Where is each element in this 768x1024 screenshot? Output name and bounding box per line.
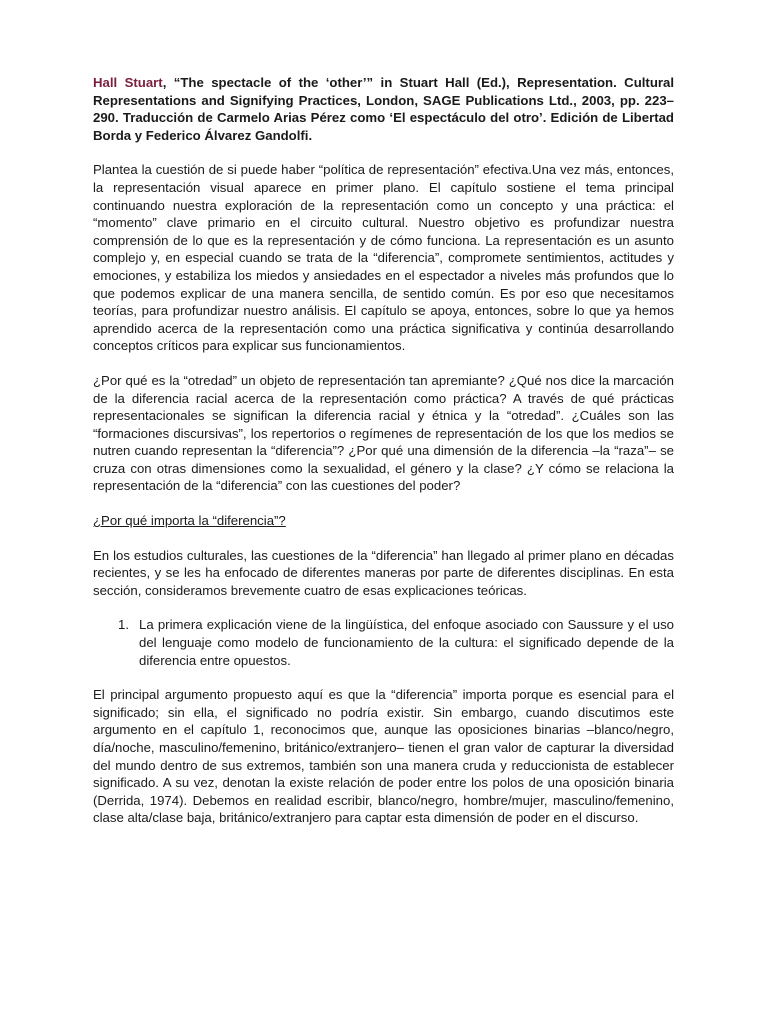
section-heading: ¿Por qué importa la “diferencia”? xyxy=(93,513,286,529)
reference-author[interactable]: Hall Stuart xyxy=(93,75,163,90)
paragraph-intro: Plantea la cuestión de si puede haber “política de representación” efectiva.Una vez más, entonces, la representación visual aparece en primer plano. El capítulo sostiene el tema principal continuando nuestra exploración de la representación como un concepto y una práctica: el “momento” clave primario en el circuito cultural. Nuestro objetivo es profundizar nuestra comprensión de lo que es la representación y de cómo funciona. La representación es un asunto complejo y, en especial cuando se trata de la “diferencia”, compromete sentimientos, actitudes y emociones, y estabiliza los miedos y ansiedades en el espectador a niveles más profundos que lo que podemos explicar de una manera sencilla, de sentido común. Es por eso que necesitamos teorías, para profundizar nuestro análisis. El capítulo se apoya, entonces, sobre lo que ya hemos aprendido acerca de la representación como una práctica significativa y continúa desarrollando conceptos críticos para explicar sus funcionamientos. xyxy=(93,162,674,354)
paragraph-questions: ¿Por qué es la “otredad” un objeto de representación tan apremiante? ¿Qué nos dice la marcación de la diferencia racial acerca de la representación como práctica? A través de qué prácticas representacionales se significan la diferencia racial y étnica y la “otredad”. ¿Cuáles son las “formaciones discursivas”, los repertorios o regímenes de representación de los que los medios se nutren cuando representan la “diferencia”? ¿Por qué una dimensión de la diferencia –la “raza”– se cruza con otras dimensiones como la sexualidad, el género y la clase? ¿Y cómo se relaciona la representación de la “diferencia” con las cuestiones del poder? xyxy=(93,372,674,494)
list-item-number: 1. xyxy=(118,617,129,633)
numbered-list xyxy=(93,616,674,669)
list-item-text: La primera explicación viene de la lingüística, del enfoque asociado con Saussure y el uso del lenguaje como modelo de funcionamiento de la cultura: el significado depende de la diferencia entre opuestos. xyxy=(139,617,674,668)
reference-text: , “The spectacle of the ‘other’” in Stuart Hall (Ed.), Representation. Cultural Representations and Signifying Practices, London, SAGE Publications Ltd., 2003, pp. 223–290. Traducción de Carmelo Arias Pérez como ‘El espectáculo del otro’. Edición de Libertad Borda y Federico Álvarez Gandolfi. xyxy=(93,75,675,143)
paragraph-section-intro: En los estudios culturales, las cuestiones de la “diferencia” han llegado al primer plano en décadas recientes, y se les ha enfocado de diferentes maneras por parte de diferentes disciplinas. En esta sección, consideramos brevemente cuatro de esas explicaciones teóricas. xyxy=(93,547,674,598)
bibliographic-reference xyxy=(93,74,674,144)
list-item xyxy=(93,616,674,669)
paragraph-argument: El principal argumento propuesto aquí es que la “diferencia” importa porque es esencial para el significado; sin ella, el significado no podría existir. Sin embargo, cuando discutimos este argumento en el capítulo 1, reconocimos que, aunque las oposiciones binarias –blanco/negro, día/noche, masculino/femenino, británico/extranjero– tienen el gran valor de capturar la diversidad del mundo dentro de sus extremos, también son una manera cruda y reduccionista de establecer significado. A su vez, denotan la existe relación de poder entre los polos de una oposición binaria (Derrida, 1974). Debemos en realidad escribir, blanco/negro, hombre/mujer, masculino/femenino, clase alta/clase baja, británico/extranjero para captar esta dimensión de poder en el discurso. xyxy=(93,687,674,826)
